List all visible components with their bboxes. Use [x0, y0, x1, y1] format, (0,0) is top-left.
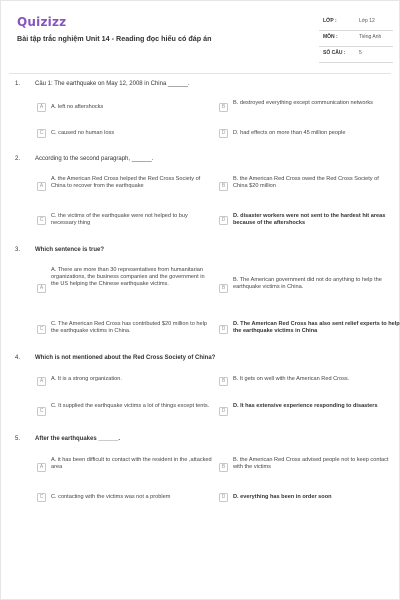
option-text: D. disaster workers were not sent to the hardest hit areas because of the aftershocks [233, 213, 386, 227]
option-letter-box: A [37, 103, 46, 112]
header-divider [9, 73, 391, 74]
option-letter-box: A [37, 182, 46, 191]
option-text: B. The American government did not do anything to help the earthquake victims in China. [233, 277, 382, 291]
option-text: A. left no aftershocks [51, 104, 104, 110]
quizizz-logo: Quizizz [17, 15, 67, 29]
option-letter-box: C [37, 129, 46, 138]
option-letter-box: D [219, 129, 228, 138]
option-letter-box: A [37, 377, 46, 386]
question-text: Which sentence is true? [35, 247, 105, 253]
worksheet-meta [319, 15, 393, 63]
meta-value: Tiếng Anh [359, 34, 382, 40]
option-text: B. the American Red Cross advised people not to keep contact with the victims [233, 457, 389, 471]
option-text: A. It is a strong organization. [51, 376, 122, 382]
worksheet-title: Bài tập trắc nghiệm Unit 14 - Reading đọc hiểu có đáp án [17, 34, 212, 43]
option-text: C. contacting with the victims was not a problem [51, 494, 171, 500]
option-letter-box: C [37, 493, 46, 502]
option-text: D. everything has been in order soon [233, 494, 332, 500]
meta-row-grade [319, 15, 393, 31]
meta-row-subject [319, 31, 393, 47]
worksheet-header [1, 1, 400, 73]
option-text: A. There are more than 30 representatives from humanitarian organizations, the business companies and the government in the US helping the Chinese earthquake victims. [51, 267, 205, 288]
option-text: B. It gets on well with the American Red Cross. [233, 376, 350, 382]
question-text: According to the second paragraph, ______. [35, 156, 154, 162]
question-number: 4. [15, 355, 21, 361]
option-letter-box: B [219, 463, 228, 472]
option-letter-box: A [37, 463, 46, 472]
question-text: Which is not mentioned about the Red Cross Society of China? [35, 355, 216, 361]
question-number: 2. [15, 156, 21, 162]
option-text: C. caused no human loss [51, 130, 115, 136]
option-letter-box: D [219, 493, 228, 502]
option-text: D. had effects on more than 45 million people [233, 130, 346, 136]
option-text: A. the American Red Cross helped the Red Cross Society of China to recover from the earthquake [51, 176, 201, 190]
option-text: C. It supplied the earthquake victims a lot of things except tents. [51, 403, 210, 409]
option-letter-box: B [219, 284, 228, 293]
question-text: After the earthquakes ______. [35, 436, 121, 442]
option-letter-box: B [219, 103, 228, 112]
option-letter-box: B [219, 377, 228, 386]
option-letter-box: C [37, 407, 46, 416]
question-number: 5. [15, 436, 21, 442]
option-letter-box: D [219, 325, 228, 334]
option-letter-box: D [219, 216, 228, 225]
option-letter-box: B [219, 182, 228, 191]
option-text: C. The American Red Cross has contributed $20 million to help the earthquake victims in China. [51, 321, 207, 335]
option-letter-box: C [37, 325, 46, 334]
option-text: A. it has been difficult to contact with the resident in the ,attacked area [51, 457, 212, 471]
meta-value: Lớp 12 [359, 18, 375, 24]
meta-label: MÔN : [323, 34, 338, 40]
option-text: D. The American Red Cross has also sent relief experts to help the earthquake victims in China [233, 321, 400, 335]
meta-label: LỚP : [323, 18, 337, 24]
option-text: D. It has extensive experience responding to disasters [233, 403, 378, 409]
option-letter-box: C [37, 216, 46, 225]
question-number: 3. [15, 247, 21, 253]
option-text: B. destroyed everything except communication networks [233, 100, 373, 106]
option-text: C. the victims of the earthquake were not helped to buy necessary thing [51, 213, 188, 227]
option-letter-box: D [219, 407, 228, 416]
option-letter-box: A [37, 284, 46, 293]
meta-row-count [319, 47, 393, 63]
question-number: 1. [15, 81, 21, 87]
meta-value: 5 [359, 50, 362, 56]
question-text: Câu 1: The earthquake on May 12, 2008 in China ______. [35, 81, 190, 87]
option-text: B. the American Red Cross owed the Red Cross Society of China $20 million [233, 176, 379, 190]
meta-label: SỐ CÂU : [323, 50, 346, 56]
